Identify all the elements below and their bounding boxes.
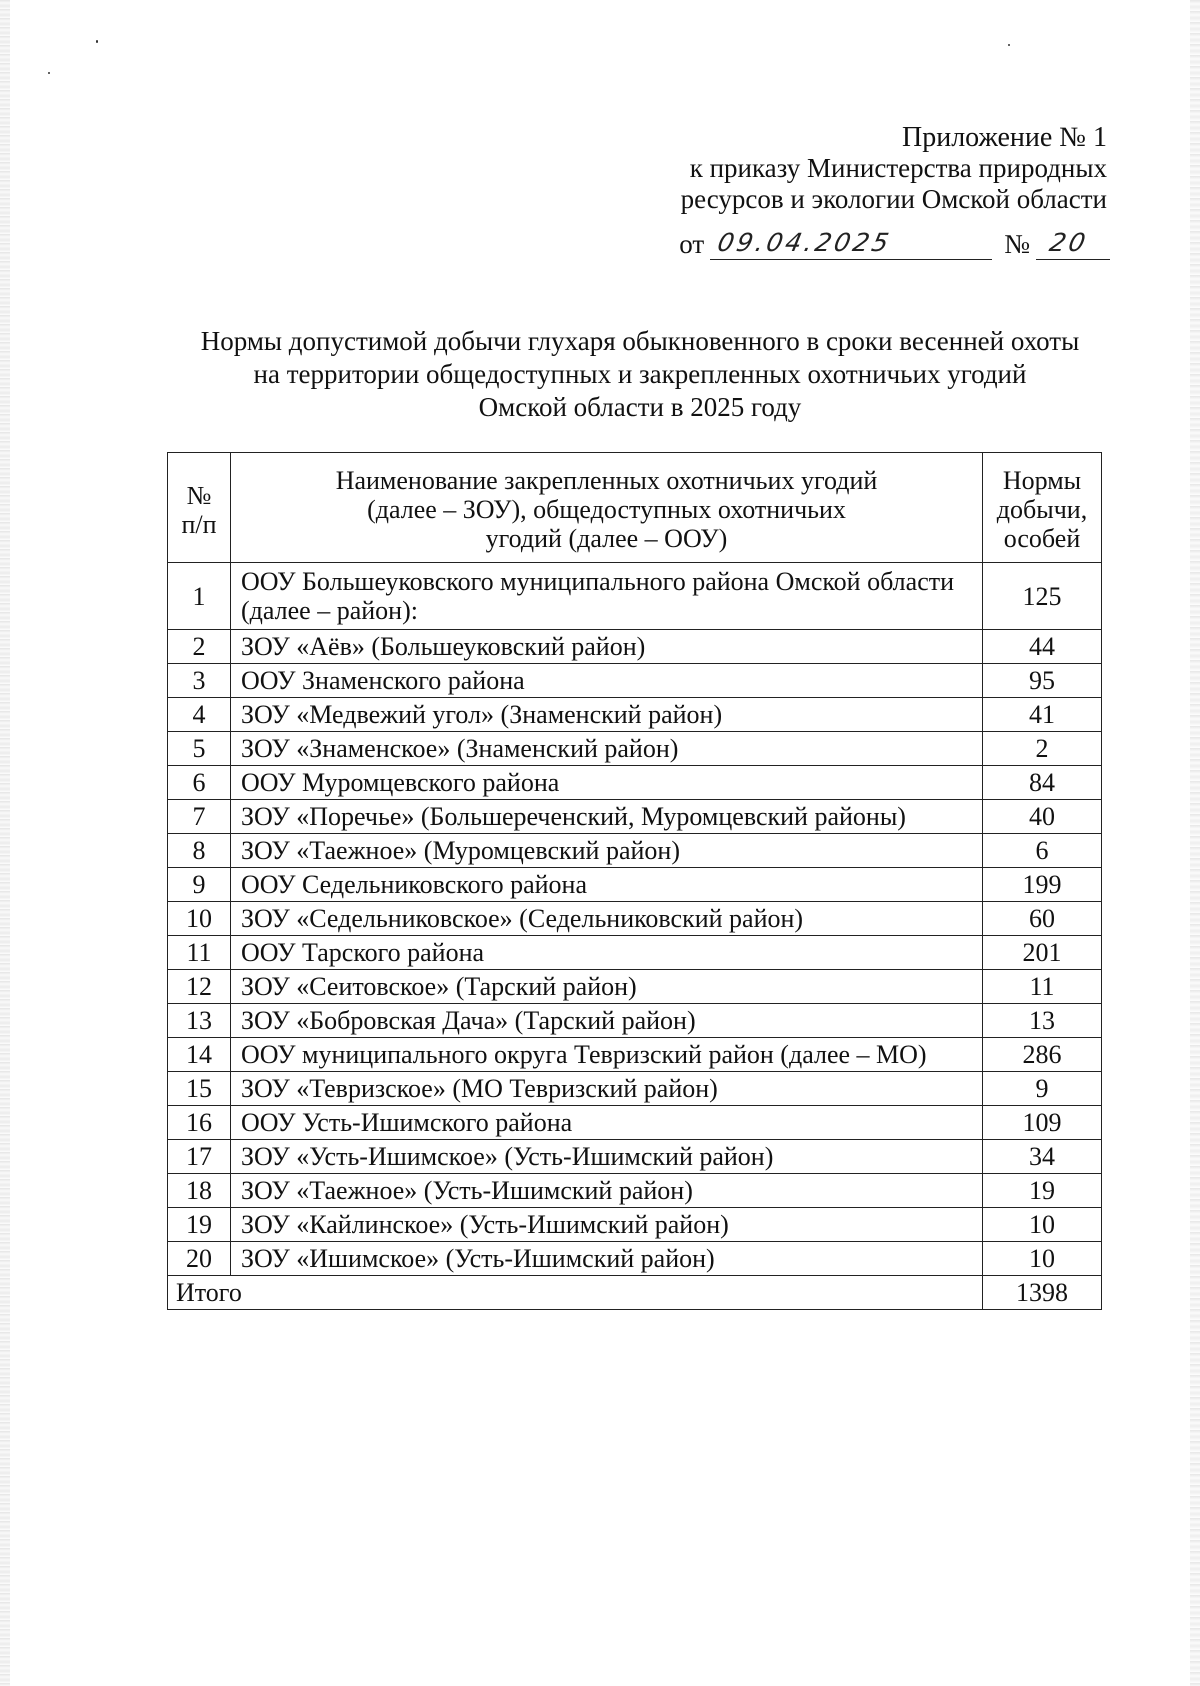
table-row bbox=[168, 834, 1102, 868]
row-number: 9 bbox=[168, 868, 231, 902]
row-name: ЗОУ «Кайлинское» (Усть-Ишимский район) bbox=[231, 1208, 983, 1242]
table-row bbox=[168, 1004, 1102, 1038]
table-row bbox=[168, 868, 1102, 902]
row-name: ЗОУ «Бобровская Дача» (Тарский район) bbox=[231, 1004, 983, 1038]
row-value: 125 bbox=[983, 563, 1102, 630]
norms-table bbox=[167, 452, 1102, 1310]
row-number: 17 bbox=[168, 1140, 231, 1174]
row-value: 40 bbox=[983, 800, 1102, 834]
row-name: ЗОУ «Медвежий угол» (Знаменский район) bbox=[231, 698, 983, 732]
table-row bbox=[168, 563, 1102, 630]
row-number: 11 bbox=[168, 936, 231, 970]
scan-edge-right bbox=[1190, 0, 1200, 1686]
date-value: 09.04.2025 bbox=[715, 228, 895, 257]
row-number: 13 bbox=[168, 1004, 231, 1038]
table-row bbox=[168, 902, 1102, 936]
table-row bbox=[168, 1140, 1102, 1174]
row-value: 10 bbox=[983, 1208, 1102, 1242]
header-name bbox=[231, 453, 983, 563]
scan-edge-left bbox=[0, 0, 10, 1686]
number-field bbox=[1036, 228, 1110, 260]
appendix-header bbox=[681, 122, 1107, 215]
row-value: 6 bbox=[983, 834, 1102, 868]
row-number: 2 bbox=[168, 630, 231, 664]
row-value: 109 bbox=[983, 1106, 1102, 1140]
table-row bbox=[168, 1072, 1102, 1106]
row-name: ЗОУ «Ишимское» (Усть-Ишимский район) bbox=[231, 1242, 983, 1276]
row-number: 14 bbox=[168, 1038, 231, 1072]
row-value: 60 bbox=[983, 902, 1102, 936]
row-name: ЗОУ «Сеитовское» (Тарский район) bbox=[231, 970, 983, 1004]
table-row bbox=[168, 664, 1102, 698]
table-row bbox=[168, 1106, 1102, 1140]
document-title bbox=[160, 325, 1120, 424]
row-number: 8 bbox=[168, 834, 231, 868]
row-value: 34 bbox=[983, 1140, 1102, 1174]
row-value: 10 bbox=[983, 1242, 1102, 1276]
row-value: 9 bbox=[983, 1072, 1102, 1106]
date-field bbox=[710, 228, 992, 260]
row-name: ЗОУ «Седельниковское» (Седельниковский район) bbox=[231, 902, 983, 936]
table-row bbox=[168, 936, 1102, 970]
row-number: 6 bbox=[168, 766, 231, 800]
row-value: 201 bbox=[983, 936, 1102, 970]
row-number: 3 bbox=[168, 664, 231, 698]
header-name-line: Наименование закрепленных охотничьих угодий bbox=[335, 466, 878, 495]
row-name: ООУ Знаменского района bbox=[231, 664, 983, 698]
header-name-line: (далее – ЗОУ), общедоступных охотничьих bbox=[367, 495, 846, 524]
row-value: 41 bbox=[983, 698, 1102, 732]
table-row bbox=[168, 732, 1102, 766]
row-number: 4 bbox=[168, 698, 231, 732]
row-value: 199 bbox=[983, 868, 1102, 902]
row-number: 7 bbox=[168, 800, 231, 834]
date-prefix: от bbox=[679, 229, 705, 259]
total-label: Итого bbox=[168, 1276, 983, 1310]
row-number: 5 bbox=[168, 732, 231, 766]
table-row bbox=[168, 766, 1102, 800]
row-name: ЗОУ «Аёв» (Большеуковский район) bbox=[231, 630, 983, 664]
title-line-2: на территории общедоступных и закрепленных охотничьих угодий bbox=[253, 359, 1027, 389]
header-norm bbox=[983, 453, 1102, 563]
title-line-3: Омской области в 2025 году bbox=[478, 392, 802, 422]
row-value: 84 bbox=[983, 766, 1102, 800]
header-num-line: № bbox=[186, 480, 212, 510]
total-value: 1398 bbox=[983, 1276, 1102, 1310]
row-number: 20 bbox=[168, 1242, 231, 1276]
row-name: ООУ Седельниковского района bbox=[231, 868, 983, 902]
row-name: ООУ Большеуковского муниципального района Омской области (далее – район): bbox=[231, 563, 983, 630]
row-name: ООУ Муромцевского района bbox=[231, 766, 983, 800]
table-row bbox=[168, 1208, 1102, 1242]
header-name-line: угодий (далее – ООУ) bbox=[485, 524, 728, 553]
row-value: 19 bbox=[983, 1174, 1102, 1208]
header-num bbox=[168, 453, 231, 563]
row-number: 16 bbox=[168, 1106, 231, 1140]
table-header-row bbox=[168, 453, 1102, 563]
row-value: 286 bbox=[983, 1038, 1102, 1072]
table-row bbox=[168, 1038, 1102, 1072]
row-value: 11 bbox=[983, 970, 1102, 1004]
header-norm-line: особей bbox=[1003, 524, 1081, 553]
row-value: 44 bbox=[983, 630, 1102, 664]
scan-speck bbox=[1008, 44, 1010, 46]
table-total-row bbox=[168, 1276, 1102, 1310]
table-row bbox=[168, 698, 1102, 732]
order-date-line bbox=[679, 226, 1110, 260]
row-number: 10 bbox=[168, 902, 231, 936]
appendix-number: Приложение № 1 bbox=[902, 122, 1107, 153]
row-number: 19 bbox=[168, 1208, 231, 1242]
row-value: 13 bbox=[983, 1004, 1102, 1038]
row-name: ООУ муниципального округа Тевризский район (далее – МО) bbox=[231, 1038, 983, 1072]
row-number: 12 bbox=[168, 970, 231, 1004]
row-number: 15 bbox=[168, 1072, 231, 1106]
row-number: 1 bbox=[168, 563, 231, 630]
table-row bbox=[168, 630, 1102, 664]
scan-speck bbox=[96, 40, 98, 43]
table-row bbox=[168, 970, 1102, 1004]
table-row bbox=[168, 800, 1102, 834]
row-name: ЗОУ «Тевризское» (МО Тевризский район) bbox=[231, 1072, 983, 1106]
row-value: 2 bbox=[983, 732, 1102, 766]
number-prefix: № bbox=[1004, 229, 1030, 259]
table-row bbox=[168, 1242, 1102, 1276]
row-name: ЗОУ «Знаменское» (Знаменский район) bbox=[231, 732, 983, 766]
row-name: ЗОУ «Таежное» (Муромцевский район) bbox=[231, 834, 983, 868]
header-norm-line: добычи, bbox=[996, 495, 1088, 524]
row-number: 18 bbox=[168, 1174, 231, 1208]
appendix-order-line: к приказу Министерства природных bbox=[689, 153, 1107, 183]
header-norm-line: Нормы bbox=[1002, 466, 1082, 495]
appendix-ministry-line: ресурсов и экологии Омской области bbox=[680, 184, 1107, 214]
table-row bbox=[168, 1174, 1102, 1208]
number-value: 20 bbox=[1046, 228, 1091, 257]
header-num-line: п/п bbox=[181, 509, 217, 539]
row-name: ЗОУ «Таежное» (Усть-Ишимский район) bbox=[231, 1174, 983, 1208]
row-name: ООУ Усть-Ишимского района bbox=[231, 1106, 983, 1140]
row-name: ЗОУ «Усть-Ишимское» (Усть-Ишимский район) bbox=[231, 1140, 983, 1174]
title-line-1: Нормы допустимой добычи глухаря обыкновенного в сроки весенней охоты bbox=[200, 326, 1080, 356]
row-name: ЗОУ «Поречье» (Большереченский, Муромцевский районы) bbox=[231, 800, 983, 834]
scan-speck bbox=[48, 72, 50, 74]
row-value: 95 bbox=[983, 664, 1102, 698]
row-name: ООУ Тарского района bbox=[231, 936, 983, 970]
